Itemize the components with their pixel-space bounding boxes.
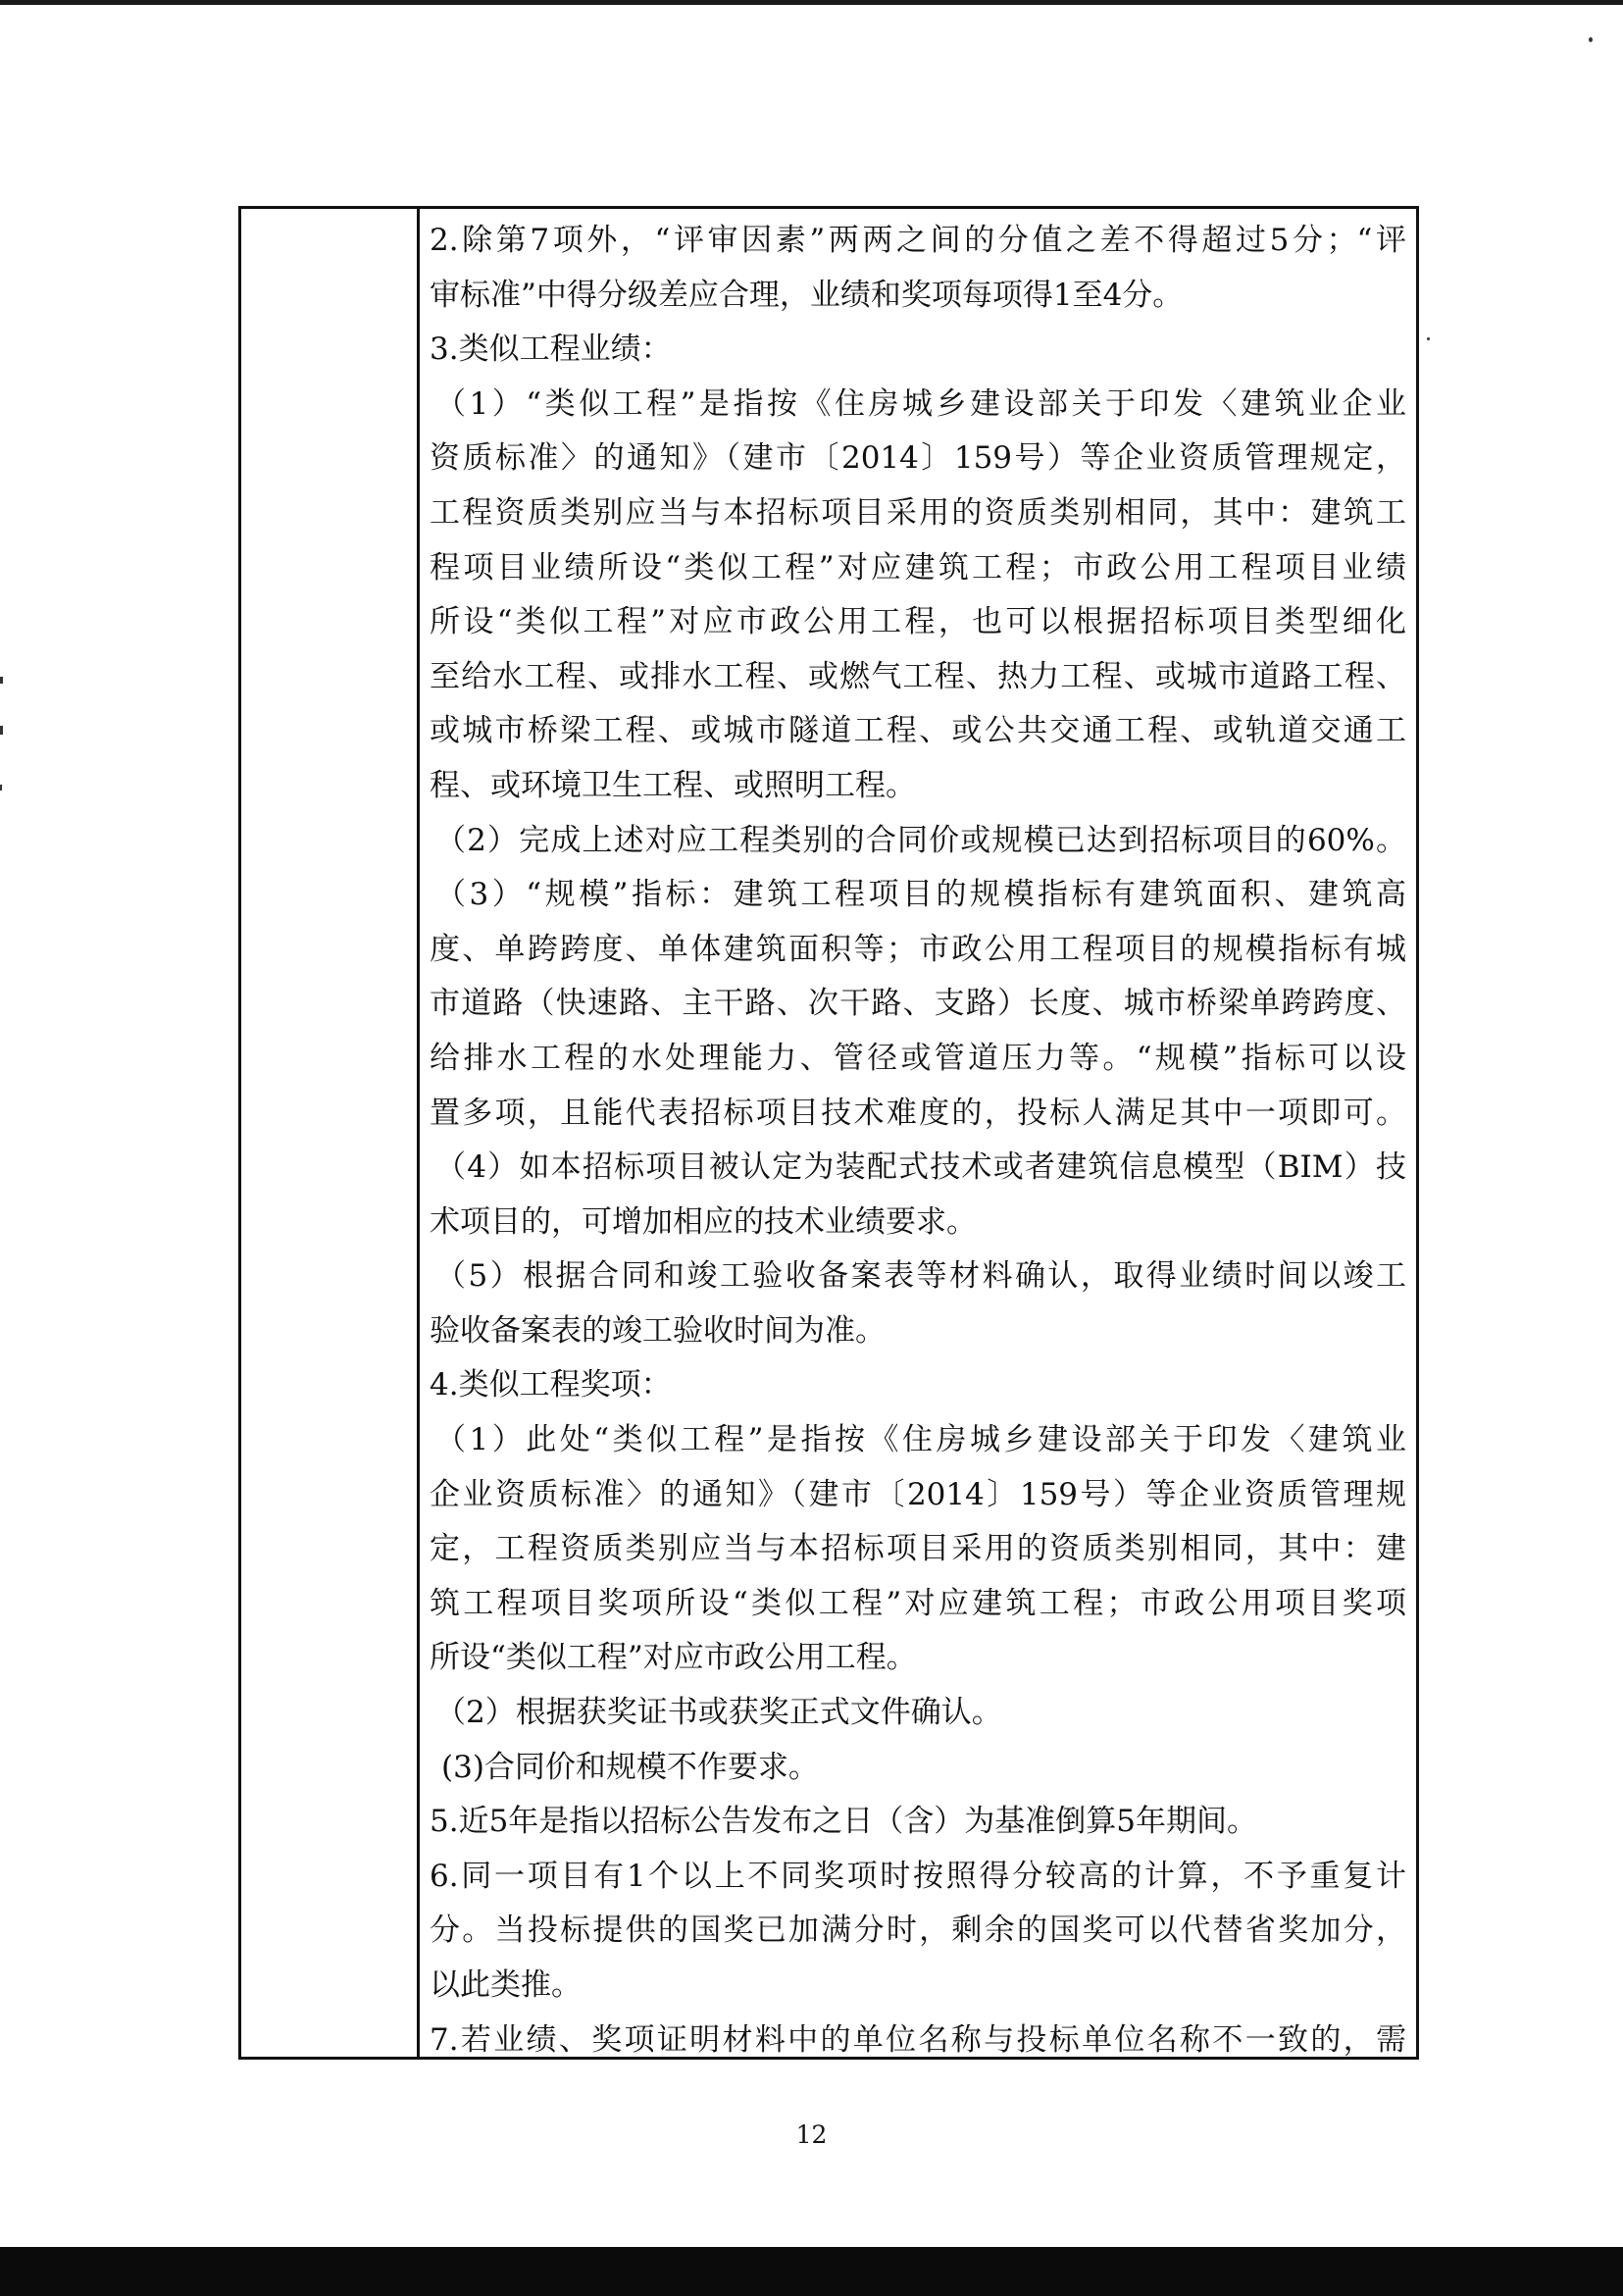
- text-line: 程、或环境卫生工程、或照明工程。: [430, 767, 916, 803]
- text-line: 度、单跨跨度、单体建筑面积等；市政公用工程项目的规模指标有城: [430, 931, 1406, 967]
- text-line: 市道路（快速路、主干路、次干路、支路）长度、城市桥梁单跨跨度、: [430, 986, 1406, 1022]
- text-line: 分。当投标提供的国奖已加满分时，剩余的国奖可以代替省奖加分，: [430, 1913, 1406, 1949]
- text-line: 5.近5年是指以招标公告发布之日（含）为基准倒算5年期间。: [430, 1804, 1258, 1840]
- text-line: 术项目的，可增加相应的技术业绩要求。: [430, 1203, 977, 1240]
- scan-speck: [0, 785, 2, 791]
- text-line: （4）如本招标项目被认定为装配式技术或者建筑信息模型（BIM）技: [435, 1149, 1406, 1186]
- text-line: 程项目业绩所设“类似工程”对应建筑工程；市政公用工程项目业绩: [430, 549, 1406, 586]
- text-line: （2）根据获奖证书或获奖正式文件确认。: [435, 1695, 1002, 1731]
- text-line: 至给水工程、或排水工程、或燃气工程、热力工程、或城市道路工程、: [430, 658, 1406, 694]
- table-right-cell: [420, 209, 1416, 2057]
- text-line: 筑工程项目奖项所设“类似工程”对应建筑工程；市政公用项目奖项: [430, 1585, 1406, 1621]
- text-line: 或城市桥梁工程、或城市隧道工程、或公共交通工程、或轨道交通工: [430, 713, 1406, 749]
- text-line: (3)合同价和规模不作要求。: [441, 1749, 819, 1785]
- text-line: 工程资质类别应当与本招标项目采用的资质类别相同，其中：建筑工: [430, 494, 1406, 531]
- text-line: （5）根据合同和竣工验收备案表等材料确认，取得业绩时间以竣工: [435, 1258, 1406, 1295]
- scan-speck: [1589, 37, 1593, 42]
- text-line: 定，工程资质类别应当与本招标项目采用的资质类别相同，其中：建: [430, 1531, 1406, 1567]
- text-line: 置多项，且能代表招标项目技术难度的，投标人满足其中一项即可。: [430, 1095, 1406, 1131]
- scan-top-edge: [0, 0, 1623, 5]
- text-line: （1）此处“类似工程”是指按《住房城乡建设部关于印发〈建筑业: [435, 1422, 1406, 1458]
- section-heading: 4.类似工程奖项：: [430, 1367, 672, 1403]
- text-line: 给排水工程的水处理能力、管径或管道压力等。“规模”指标可以设: [430, 1040, 1406, 1076]
- scan-speck: [1427, 337, 1430, 340]
- text-line: （2）完成上述对应工程类别的合同价或规模已达到招标项目的60%。: [435, 822, 1406, 858]
- text-line: 所设“类似工程”对应市政公用工程。: [430, 1640, 917, 1676]
- text-line: 资质标准〉的通知》（建市〔2014〕159号）等企业资质管理规定，: [430, 440, 1406, 477]
- text-line: （3）“规模”指标：建筑工程项目的规模指标有建筑面积、建筑高: [435, 877, 1406, 913]
- table-left-cell-empty: [241, 209, 420, 2057]
- scan-bottom-band: [0, 2247, 1623, 2296]
- text-line: 验收备案表的竣工验收时间为准。: [430, 1312, 886, 1349]
- section-heading: 3.类似工程业绩：: [430, 332, 672, 368]
- text-line: （1）“类似工程”是指按《住房城乡建设部关于印发〈建筑业企业: [435, 385, 1406, 422]
- text-line: 2.除第7项外，“评审因素”两两之间的分值之差不得超过5分；“评: [430, 223, 1406, 258]
- scan-speck: [0, 677, 3, 684]
- text-line: 企业资质标准〉的通知》（建市〔2014〕159号）等企业资质管理规: [430, 1476, 1406, 1512]
- text-line: 所设“类似工程”对应市政公用工程，也可以根据招标项目类型细化: [430, 604, 1406, 640]
- scan-speck: [0, 726, 3, 735]
- text-line: 以此类推。: [430, 1967, 582, 2003]
- text-line: 审标准”中得分级差应合理，业绩和奖项每项得1至4分。: [430, 277, 1184, 313]
- criteria-table: [238, 206, 1419, 2060]
- text-line: 7.若业绩、奖项证明材料中的单位名称与投标单位名称不一致的，需: [430, 2021, 1406, 2057]
- text-line: 6.同一项目有1个以上不同奖项时按照得分较高的计算，不予重复计: [430, 1858, 1406, 1894]
- page-number: 12: [795, 2120, 828, 2149]
